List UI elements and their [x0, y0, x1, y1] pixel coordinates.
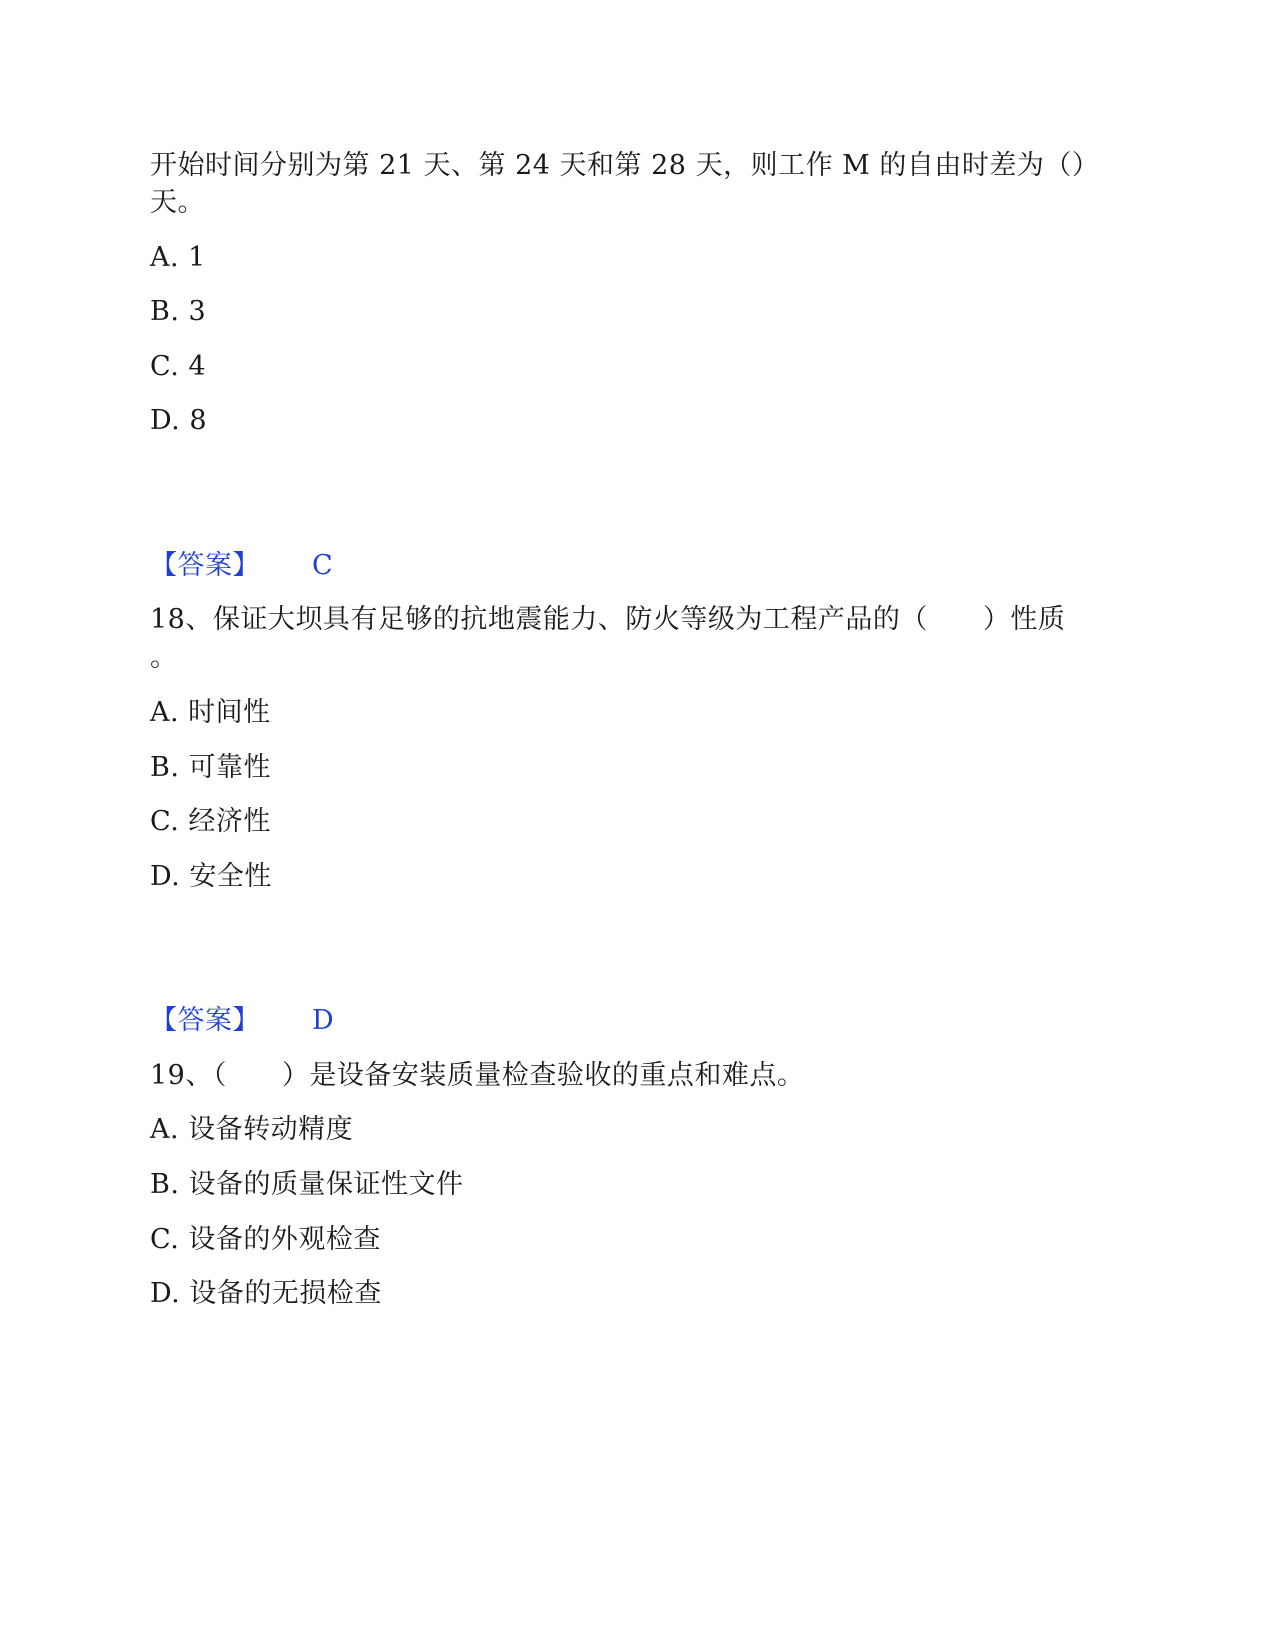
q18-answer-label: 【答案】: [150, 1005, 260, 1036]
q19-option-d: D. 设备的无损检查: [150, 1278, 382, 1309]
q18-stem-line1: 18、保证大坝具有足够的抗地震能力、防火等级为工程产品的（ ）性质: [150, 604, 1066, 635]
q17-option-c: C. 4: [150, 351, 207, 382]
q18-stem-line2: 。: [150, 642, 178, 673]
q17-stem-line1: 开始时间分别为第 21 天、第 24 天和第 28 天，则工作 M 的自由时差为（）: [150, 150, 1100, 181]
q17-stem-line2: 天。: [150, 187, 205, 218]
q17-option-d: D. 8: [150, 405, 208, 436]
q18-option-b: B. 可靠性: [150, 752, 272, 783]
q18-option-c: C. 经济性: [150, 806, 271, 837]
q17-option-b: B. 3: [150, 296, 207, 327]
q18-option-a: A. 时间性: [150, 697, 271, 728]
q17-answer-value: C: [312, 550, 334, 581]
q19-option-b: B. 设备的质量保证性文件: [150, 1169, 464, 1200]
q19-stem-line1: 19、（ ）是设备安装质量检查验收的重点和难点。: [150, 1060, 805, 1091]
q17-answer: [150, 550, 333, 582]
q18-option-d: D. 安全性: [150, 861, 272, 892]
q19-option-a: A. 设备转动精度: [150, 1114, 354, 1145]
q19-option-c: C. 设备的外观检查: [150, 1224, 381, 1255]
q17-option-a: A. 1: [150, 242, 206, 273]
q17-answer-label: 【答案】: [150, 550, 260, 581]
q18-answer-value: D: [312, 1005, 335, 1036]
q18-answer: [150, 1005, 334, 1037]
